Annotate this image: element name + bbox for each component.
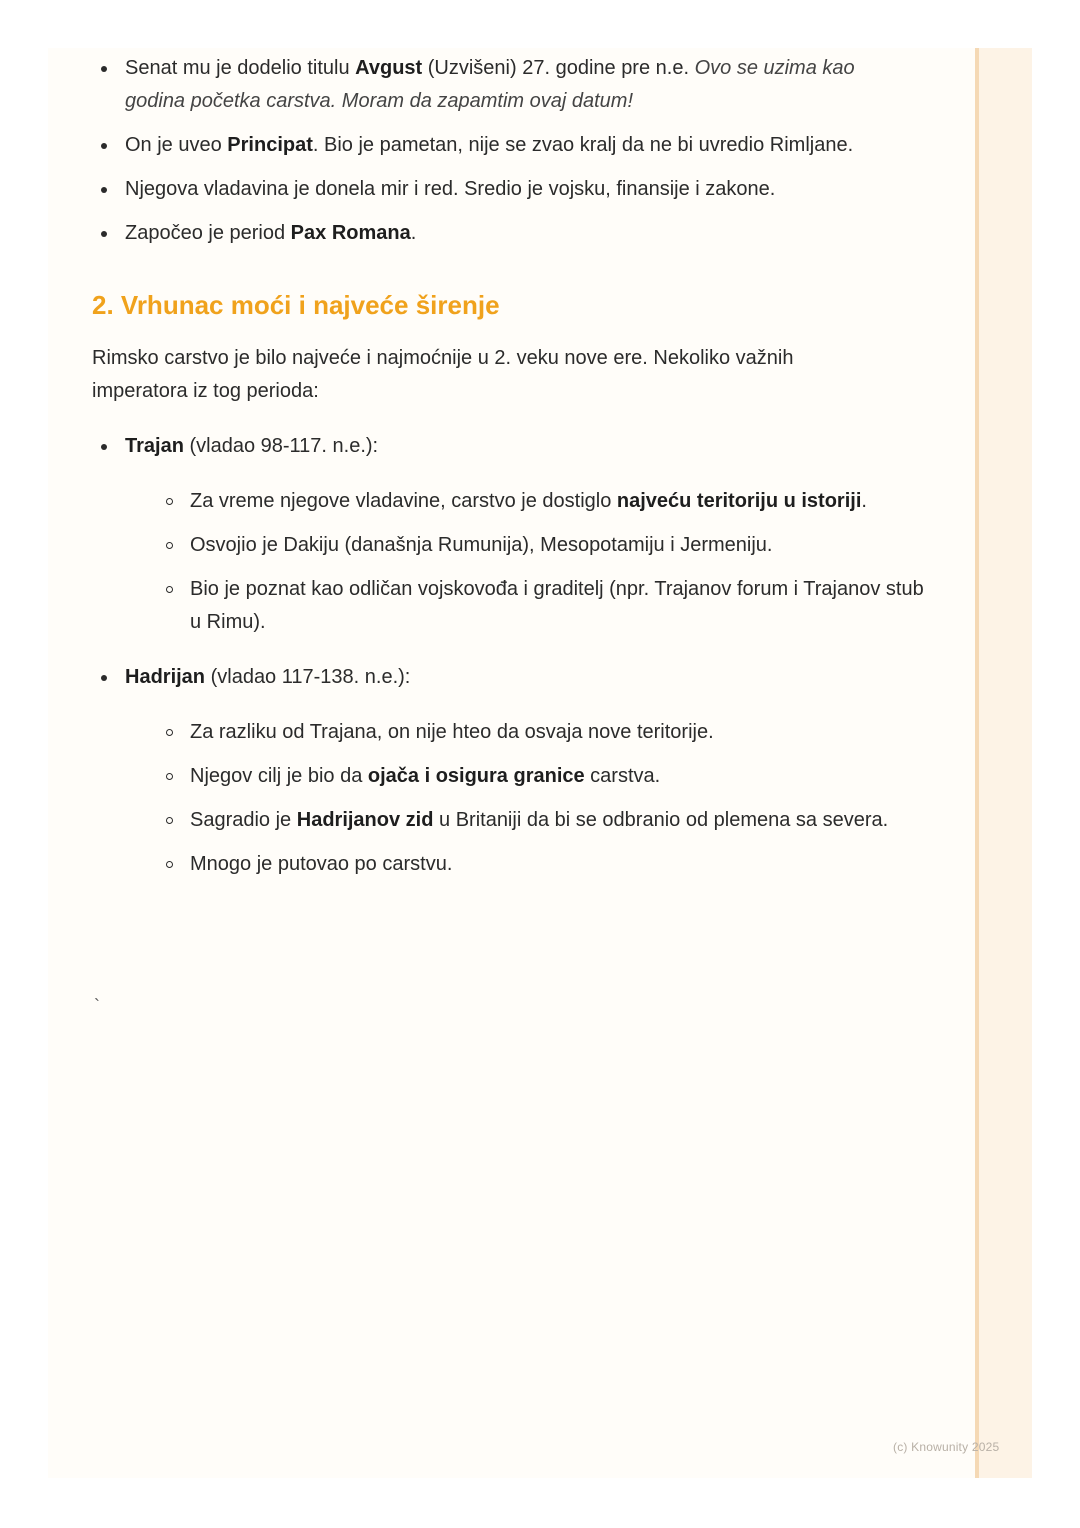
list-item-text: . Bio je pametan, nije se zvao kralj da ne bi uvredio Rimljane. (312, 134, 854, 156)
side-margin-band (976, 48, 1032, 1478)
side-margin-line (975, 48, 979, 1478)
list-item-text: (Uzvišeni) 27. godine pre n.e. (422, 57, 695, 79)
sub-item-text: Njegov cilj je bio da (190, 765, 368, 787)
copyright-footer: (c) Knowunity 2025 (893, 1440, 1000, 1454)
bold-term: Pax Romana (290, 222, 411, 244)
bold-term: Hadrijanov zid (296, 809, 434, 831)
sub-item-text: carstva. (584, 765, 661, 787)
emperor-reign: (vladao 117-138. n.e.): (205, 666, 411, 688)
sub-item-text: . (861, 490, 867, 512)
sub-list-item (157, 485, 937, 518)
sub-item-text: Za vreme njegove vladavine, carstvo je dostiglo (190, 490, 617, 512)
section-intro: Rimsko carstvo je bilo najveće i najmoćnije u 2. veku nove ere. Nekoliko važnih imperatora iz tog perioda: (92, 347, 794, 402)
bold-term: Avgust (355, 57, 423, 79)
list-item (92, 173, 872, 206)
list-item-text: On je uveo (125, 134, 228, 156)
emperor-item-hadrian (92, 661, 889, 881)
augustus-list (92, 52, 872, 250)
list-item-text: Senat mu je dodelio titulu (125, 57, 356, 79)
stray-backtick-mark: ` (94, 996, 100, 1016)
italic-note: Ovo se uzima kao godina početka carstva. Moram da zapamtim ovaj datum! (125, 57, 855, 112)
list-item (92, 217, 872, 250)
sub-item-text: Za razliku od Trajana, on nije hteo da osvaja nove teritorije. (190, 721, 714, 743)
sub-list-item (157, 716, 937, 749)
list-item-text: . (410, 222, 417, 244)
sub-list-item (157, 804, 937, 837)
bold-term: Principat (227, 134, 313, 156)
sub-list-item (157, 760, 937, 793)
list-item (92, 52, 872, 118)
emperor-reign: (vladao 98-117. n.e.): (183, 435, 379, 457)
trajan-sublist (125, 485, 924, 639)
list-item-text: Započeo je period (125, 222, 291, 244)
sub-list-item (157, 573, 937, 639)
emperor-name: Trajan (125, 435, 184, 457)
bold-term: ojača i osigura granice (367, 765, 585, 787)
emperor-list (92, 430, 924, 881)
emperor-item-trajan (92, 430, 924, 639)
emperor-name: Hadrijan (125, 666, 206, 688)
sub-item-text: Mnogo je putovao po carstvu. (190, 853, 453, 875)
document-content (92, 52, 924, 892)
section-heading: 2. Vrhunac moći i najveće širenje (92, 290, 500, 320)
sub-item-text: Bio je poznat kao odličan vojskovođa i graditelj (npr. Trajanov forum i Trajanov stub u Rimu). (190, 578, 924, 633)
list-item (92, 129, 872, 162)
sub-list-item (157, 529, 937, 562)
sub-item-text: Osvojio je Dakiju (današnja Rumunija), Mesopotamiju i Jermeniju. (190, 534, 773, 556)
hadrian-sublist (125, 716, 889, 881)
bold-term: najveću teritoriju u istoriji (616, 490, 862, 512)
list-item-text: Njegova vladavina je donela mir i red. Sredio je vojsku, finansije i zakone. (125, 178, 776, 200)
sub-item-text: u Britaniji da bi se odbranio od plemena sa severa. (433, 809, 889, 831)
sub-item-text: Sagradio je (190, 809, 297, 831)
sub-list-item (157, 848, 937, 881)
